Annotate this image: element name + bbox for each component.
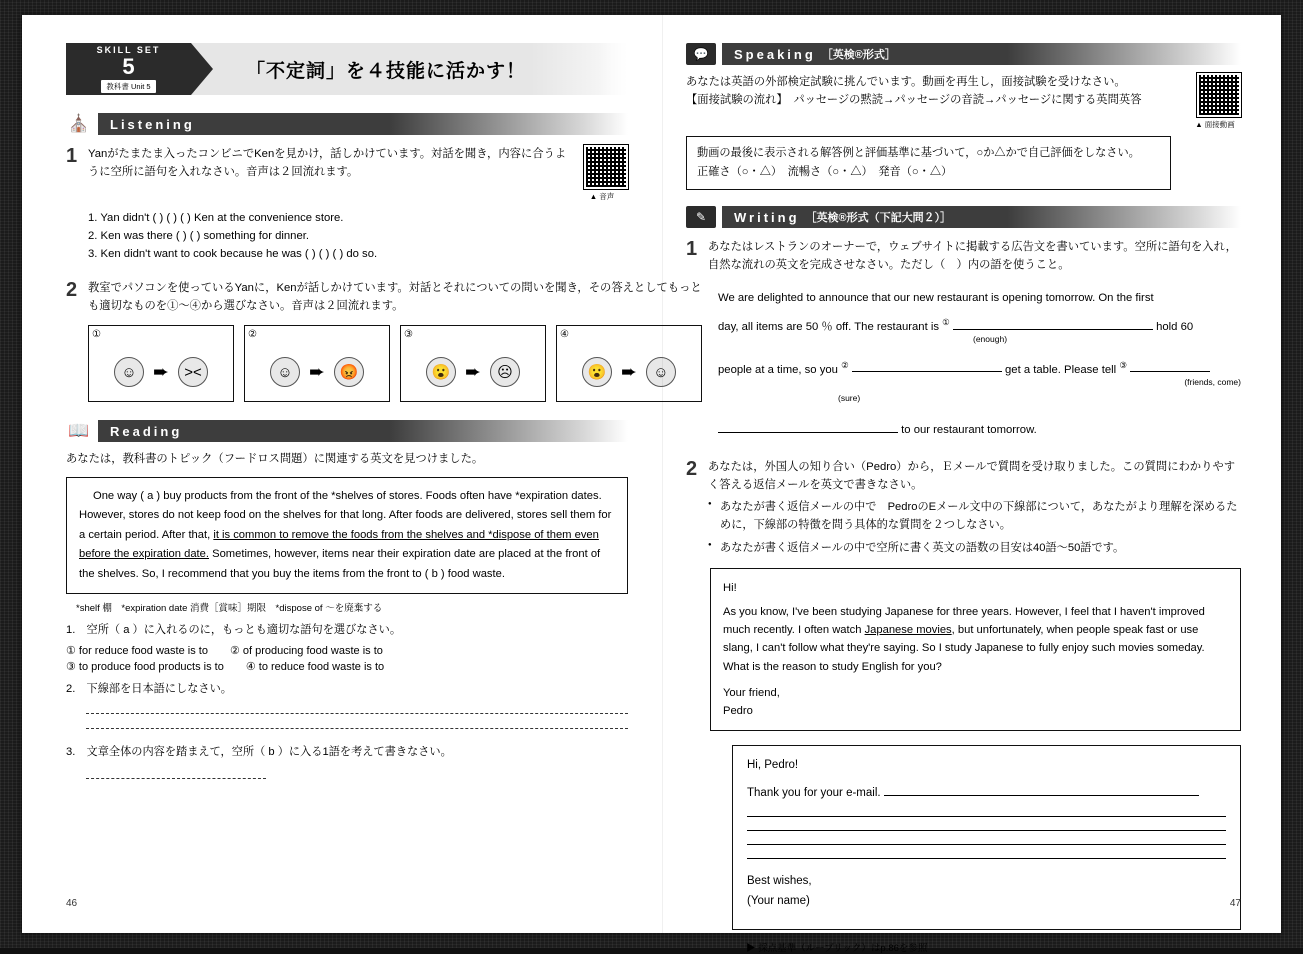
option-3[interactable]	[400, 325, 546, 403]
arrow-right-icon: ➨	[465, 361, 481, 383]
section-writing-label	[722, 206, 1241, 228]
face-option-row	[88, 325, 702, 403]
speaking-intro: あなたは英語の外部検定試験に挑んでいます。動画を再生し，面接試験を受けなさい。	[686, 76, 1126, 88]
email-body-part-1: As you know, I've been studying Japanese for three years. However, I feel that I haven't improved much recently. I often watch	[723, 606, 1205, 637]
smile-face-icon: ☺	[114, 357, 144, 387]
hint-sure: (sure)	[838, 392, 861, 403]
question-number: 1	[686, 238, 698, 261]
page-title: 「不定詞」を４技能に活かす！	[184, 43, 628, 95]
blank-number-3: ③	[1119, 359, 1127, 370]
reply-write-line[interactable]	[747, 830, 1226, 831]
email-sender-name: Pedro	[723, 704, 753, 717]
blank-number-2: ②	[841, 359, 849, 370]
reply-write-line[interactable]	[747, 858, 1226, 859]
listening-question-2	[66, 278, 702, 403]
section-writing-title: Writing	[734, 209, 800, 225]
email-greeting: Hi!	[723, 582, 737, 595]
option-1[interactable]	[88, 325, 234, 403]
smile-face-icon: ☺	[270, 357, 300, 387]
choice-row-2	[66, 660, 628, 673]
passage-underlined: it is common to remove the foods from the shelves and *dispose of them even before the expiration date.	[79, 528, 599, 561]
grimace-face-icon: ><	[178, 357, 208, 387]
reply-closing: Best wishes,	[747, 875, 812, 888]
pencil-icon: ✎	[686, 206, 716, 228]
question-number: 2	[66, 278, 78, 301]
skill-set-header	[66, 43, 628, 95]
right-page	[662, 15, 1281, 954]
ad-line-2-text-a: day, all items are 50 ％ off. The restaurant is	[718, 321, 940, 334]
option-2[interactable]	[244, 325, 390, 403]
choice-4[interactable]: ④ to reduce food waste is to	[245, 660, 385, 673]
option-label: ④	[560, 328, 569, 340]
question-prompt: Yanがたまたま入ったコンビニでKenを見かけ，話しかけています。対話を聞き，内容に合うように空所に語句を入れなさい。音声は２回流れます。	[88, 148, 567, 179]
qr-code-icon[interactable]	[1197, 73, 1241, 117]
ad-line-3-text-a: people at a time, so you	[718, 363, 838, 376]
reply-write-line[interactable]	[884, 785, 1199, 796]
question-number: 1	[66, 145, 78, 167]
glossary-notes: *shelf 棚 *expiration date 消費［賞味］期限 *dispose of ～を廃棄する	[76, 603, 383, 615]
ad-line-1: We are delighted to announce that our new restaurant is opening tomorrow. On the first	[718, 292, 1154, 305]
reading-passage	[66, 477, 628, 595]
question-prompt: あなたは，外国人の知り合い（Pedro）から，Ｅメールで質問を受け取りました。この質問にわかりやすく答える返信メールを英文で書きなさい。	[708, 461, 1235, 492]
reading-intro: あなたは，教科書のトピック（フードロス問題）に関連する英文を見つけました。	[66, 453, 484, 466]
choice-1[interactable]: ① for reduce food waste is to	[66, 644, 208, 657]
received-email-box	[710, 568, 1241, 731]
section-listening-label: Listening	[98, 113, 628, 135]
ad-line-3-text-b: get a table. Please tell	[1005, 363, 1117, 376]
speaking-flow: 【面接試験の流れ】 パッセージの黙読→パッセージの音読→パッセージに関する英問英答	[686, 94, 1142, 107]
reply-write-line[interactable]	[747, 844, 1226, 845]
ad-line-2-text-b: hold 60	[1156, 321, 1194, 334]
arrow-right-icon: ➨	[621, 361, 637, 383]
audio-qr-block	[576, 145, 628, 203]
ad-line-4-text: to our restaurant tomorrow.	[901, 423, 1037, 436]
reply-first-line	[747, 784, 1226, 804]
skill-set-label: SKILL SET	[96, 45, 161, 55]
angry-face-icon: 😡	[334, 357, 364, 387]
speech-bubble-icon: 💬	[686, 43, 716, 65]
arrow-right-icon: ➨	[309, 361, 325, 383]
reply-greeting: Hi, Pedro!	[747, 759, 799, 772]
reply-name-placeholder: (Your name)	[747, 894, 810, 907]
answer-dotted-line[interactable]	[86, 713, 628, 714]
page-number-right: 47	[1229, 898, 1241, 909]
section-speaking-label	[722, 43, 1241, 65]
page-number-left: 46	[66, 898, 78, 909]
question-prompt: 教室でパソコンを使っているYanに，Kenが話しかけています。対話とそれについての問いを聞き，その答えとしてもっとも適切なものを①～④から選びなさい。音声は２回流れます。	[88, 281, 702, 312]
writing-bullet-2: ● あなたが書く返信メールの中で空所に書く英文の語数の目安は40語～50語です。	[708, 540, 1241, 558]
choice-row-1	[66, 644, 628, 657]
passage-part-1: One way ( a ) buy products from the front of the *shelves of stores. Foods often have *expiration dates. However, stores do not keep food on the shelves for that long. After foods are delivered, stores sell them for a certain period. After that,	[79, 489, 612, 541]
book-icon: 📖	[68, 421, 90, 441]
rubric-reference: ▶ 採点基準（ルーブリック）はp.86を参照	[746, 943, 928, 954]
section-reading	[66, 420, 628, 442]
sub-question-3: 3. 文章全体の内容を踏まえて，空所（ b ）に入る1語を考えて書きなさい。	[66, 745, 452, 758]
listening-item-1: 1. Yan didn't ( ) ( ) ( ) Ken at the convenience store.	[88, 211, 344, 224]
reply-thanks-text: Thank you for your e-mail.	[747, 786, 881, 799]
ad-line-4	[718, 416, 1241, 444]
speaking-evaluation-box	[686, 136, 1171, 190]
email-body	[723, 603, 1228, 676]
skill-set-number: 5	[122, 54, 135, 79]
section-speaking-tag: ［英検®形式］	[821, 49, 896, 61]
section-speaking	[686, 43, 1241, 65]
qr-caption: ▲ 音声	[589, 192, 615, 201]
listening-item-3: 3. Ken didn't want to cook because he was ( ) ( ) ( ) do so.	[88, 247, 378, 260]
email-body-part-2: , but unfortunately, when people speak fast or use slang, I can't follow what they're saying. So I study Japanese to fully enjoy such movies someday. What is the reason to study English for you?	[723, 624, 1205, 673]
choice-2[interactable]: ② of producing food waste is to	[229, 644, 383, 657]
section-reading-label: Reading	[98, 420, 628, 442]
listening-question-1	[66, 145, 628, 263]
writing-bullet-1: ● あなたが書く返信メールの中で PedroのEメール文中の下線部について，あなたがより理解を深めるために，下線部の特徴を問う具体的な質問を２つしなさい。	[708, 499, 1241, 535]
qr-code-icon[interactable]	[584, 145, 628, 189]
option-label: ②	[248, 328, 257, 340]
blank-number-1: ①	[942, 317, 950, 328]
surprised-face-icon: 😮	[582, 357, 612, 387]
video-qr-block	[1189, 73, 1241, 130]
question-prompt: あなたはレストランのオーナーで，ウェブサイトに掲載する広告文を書いています。空所に語句を入れ，自然な流れの英文を完成させなさい。ただし（ ）内の語を使うこと。	[708, 241, 1237, 272]
writing-question-2	[686, 458, 1241, 558]
ad-line-3	[718, 355, 1241, 412]
writing-question-1	[686, 238, 1241, 444]
hint-enough: (enough)	[973, 334, 1008, 345]
left-page	[22, 15, 702, 933]
section-speaking-title: Speaking	[734, 46, 816, 62]
option-label: ①	[92, 328, 101, 340]
section-writing-tag: ［英検®形式（下記大問２）］	[805, 212, 952, 225]
reply-answer-box[interactable]	[732, 745, 1241, 930]
skill-set-tag	[66, 43, 191, 95]
email-sign-off: Your friend,	[723, 686, 780, 699]
arrow-right-icon: ➨	[153, 361, 169, 383]
listening-item-2: 2. Ken was there ( ) ( ) something for dinner.	[88, 229, 310, 242]
section-listening	[66, 113, 628, 135]
write-blank-3[interactable]	[1130, 361, 1210, 372]
speaking-eval-line-2: 正確さ（○・△） 流暢さ（○・△） 発音（○・△）	[697, 166, 953, 179]
email-underlined-phrase: Japanese movies	[864, 624, 952, 637]
sub-question-1: 1. 空所（ a ）に入れるのに，もっとも適切な語句を選びなさい。	[66, 624, 402, 637]
textbook-spread	[22, 15, 1281, 954]
speaking-eval-line-1: 動画の最後に表示される解答例と評価基準に基づいて，○か△かで自己評価をしなさい。	[697, 147, 1140, 159]
surprised-face-icon: 😮	[426, 357, 456, 387]
skill-set-unit: 教科書 Unit 5	[101, 80, 155, 93]
reply-write-line[interactable]	[747, 816, 1226, 817]
sub-question-2: 2. 下線部を日本語にしなさい。	[66, 682, 232, 695]
option-label: ③	[404, 328, 413, 340]
write-blank-4[interactable]	[718, 422, 898, 433]
headphone-icon: ⛪	[68, 114, 90, 133]
question-number: 2	[686, 458, 698, 481]
sad-face-icon: ☹	[490, 357, 520, 387]
ad-line-2	[718, 312, 1241, 350]
hint-friends-come: (friends, come)	[1184, 376, 1241, 387]
answer-dotted-line[interactable]	[86, 728, 628, 729]
answer-dotted-line[interactable]	[86, 778, 266, 779]
section-writing	[686, 206, 1241, 228]
smile-face-icon: ☺	[646, 357, 676, 387]
qr-caption: ▲ 面接動画	[1195, 120, 1235, 129]
passage-part-2: Sometimes, however, items near their expiration date are placed at the front of the shelves. So, I recommend that you buy the items from the front to ( b ) food waste.	[79, 548, 601, 580]
write-blank-2[interactable]	[852, 361, 1002, 372]
choice-3[interactable]: ③ to produce food products is to	[66, 660, 224, 673]
